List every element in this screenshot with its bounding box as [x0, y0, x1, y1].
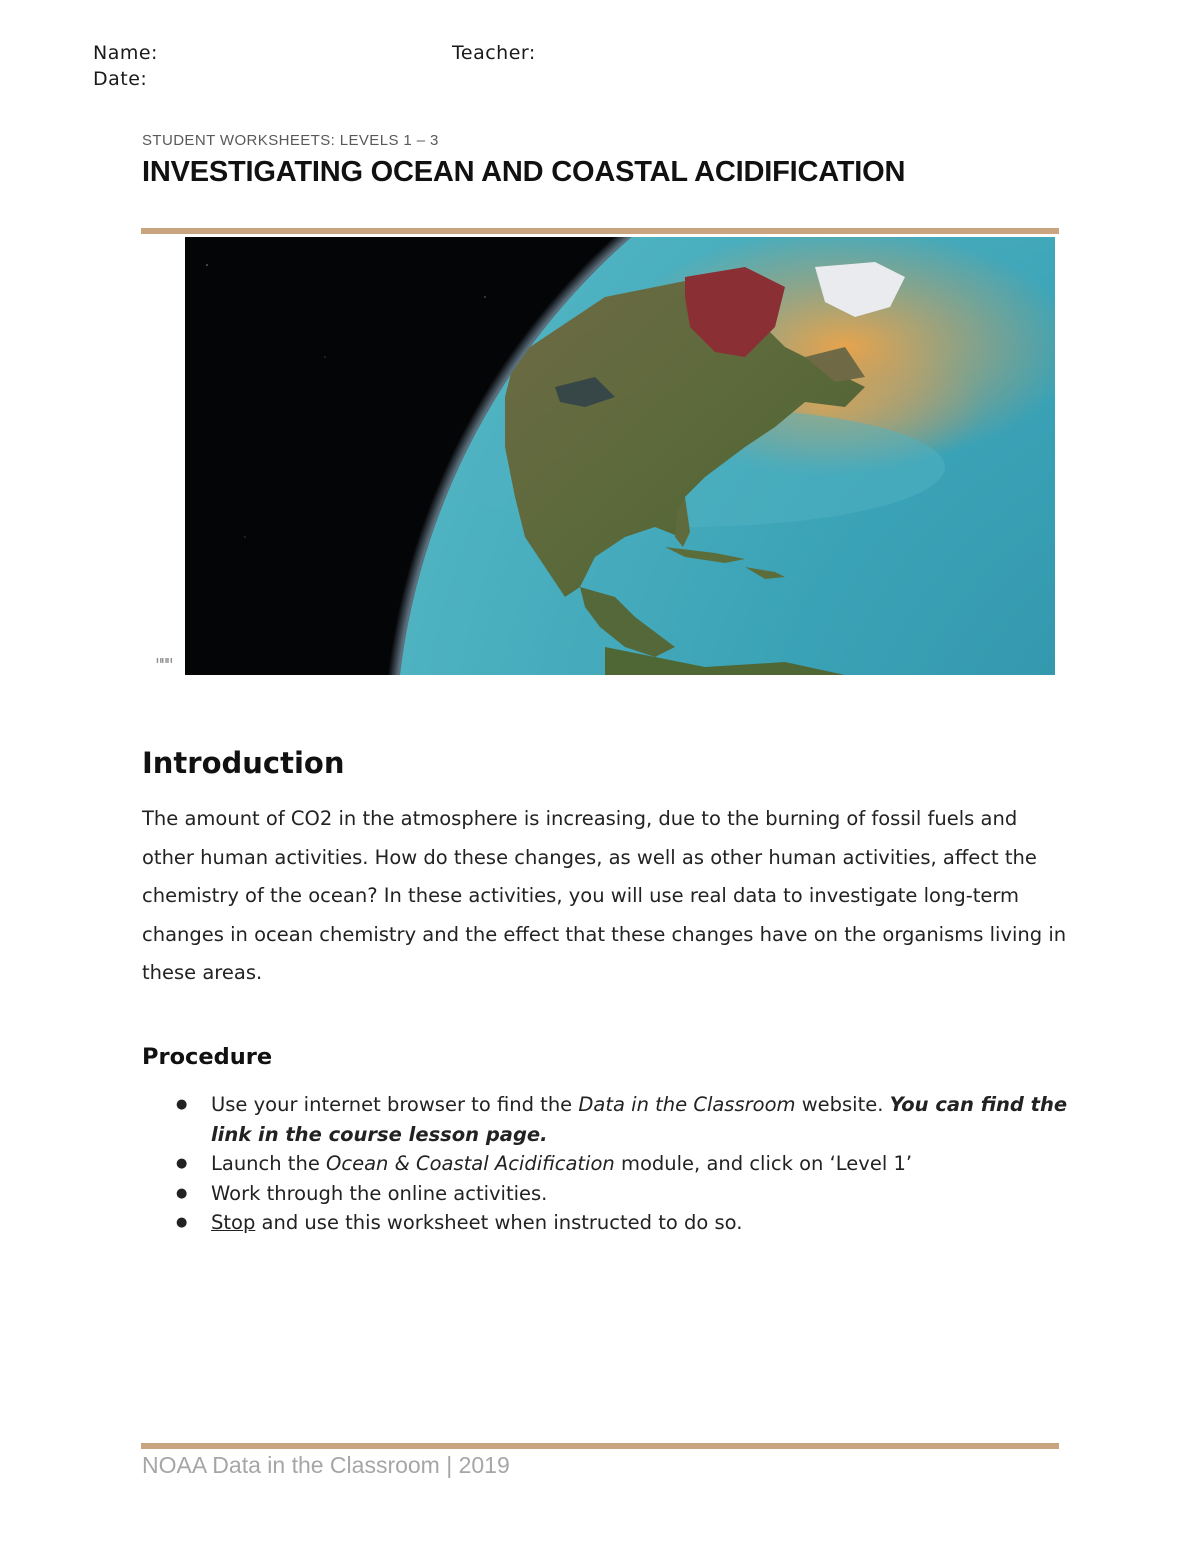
procedure-item [142, 1179, 1077, 1209]
procedure-item-text: Use your internet browser to find the [211, 1093, 579, 1116]
introduction-heading: Introduction [142, 746, 345, 780]
procedure-item-text: Work through the online activities. [211, 1181, 548, 1205]
document-title: INVESTIGATING OCEAN AND COASTAL ACIDIFICATION [142, 156, 906, 188]
procedure-item-text: Launch the [211, 1152, 327, 1175]
link-hint: You can find the link in the course lesson page. [211, 1093, 1068, 1146]
teacher-label: Teacher: [452, 42, 536, 64]
procedure-item [142, 1208, 1077, 1238]
bullet-icon: ● [176, 1215, 188, 1230]
bullet-icon: ● [176, 1156, 188, 1171]
footer-text: NOAA Data in the Classroom | 2019 [142, 1452, 510, 1478]
module-name: Ocean & Coastal Acidification [326, 1152, 615, 1175]
name-label: Name: [93, 42, 158, 64]
top-divider [141, 228, 1059, 234]
bottom-divider [141, 1443, 1059, 1449]
bullet-icon: ● [176, 1185, 188, 1201]
website-name: Data in the Classroom [578, 1093, 796, 1116]
stop-emphasis: Stop [211, 1211, 256, 1234]
procedure-item-text: website. [795, 1093, 890, 1116]
procedure-item [142, 1090, 1077, 1149]
image-caption-mark: """ [155, 655, 171, 676]
procedure-item [142, 1149, 1077, 1179]
introduction-text: The amount of CO2 in the atmosphere is increasing, due to the burning of fossil fuels and other human activities. How do these changes, as well as other human activities, affect the chemistry of the ocean? In these activities, you will use real data to investigate long-term changes in ocean chemistry and the effect that these changes have on the organisms living in these areas. [142, 807, 1067, 984]
procedure-item-text: and use this worksheet when instructed to do so. [255, 1211, 743, 1234]
document-subtitle: STUDENT WORKSHEETS: LEVELS 1 – 3 [142, 132, 439, 149]
procedure-heading: Procedure [142, 1044, 273, 1070]
hero-image [185, 237, 1055, 675]
procedure-list [142, 1090, 1077, 1238]
globe-north-america-ocean-map-icon [185, 237, 1055, 675]
date-label: Date: [93, 68, 148, 90]
procedure-item-text: module, and click on ‘Level 1’ [614, 1152, 913, 1175]
bullet-icon: ● [176, 1097, 188, 1112]
